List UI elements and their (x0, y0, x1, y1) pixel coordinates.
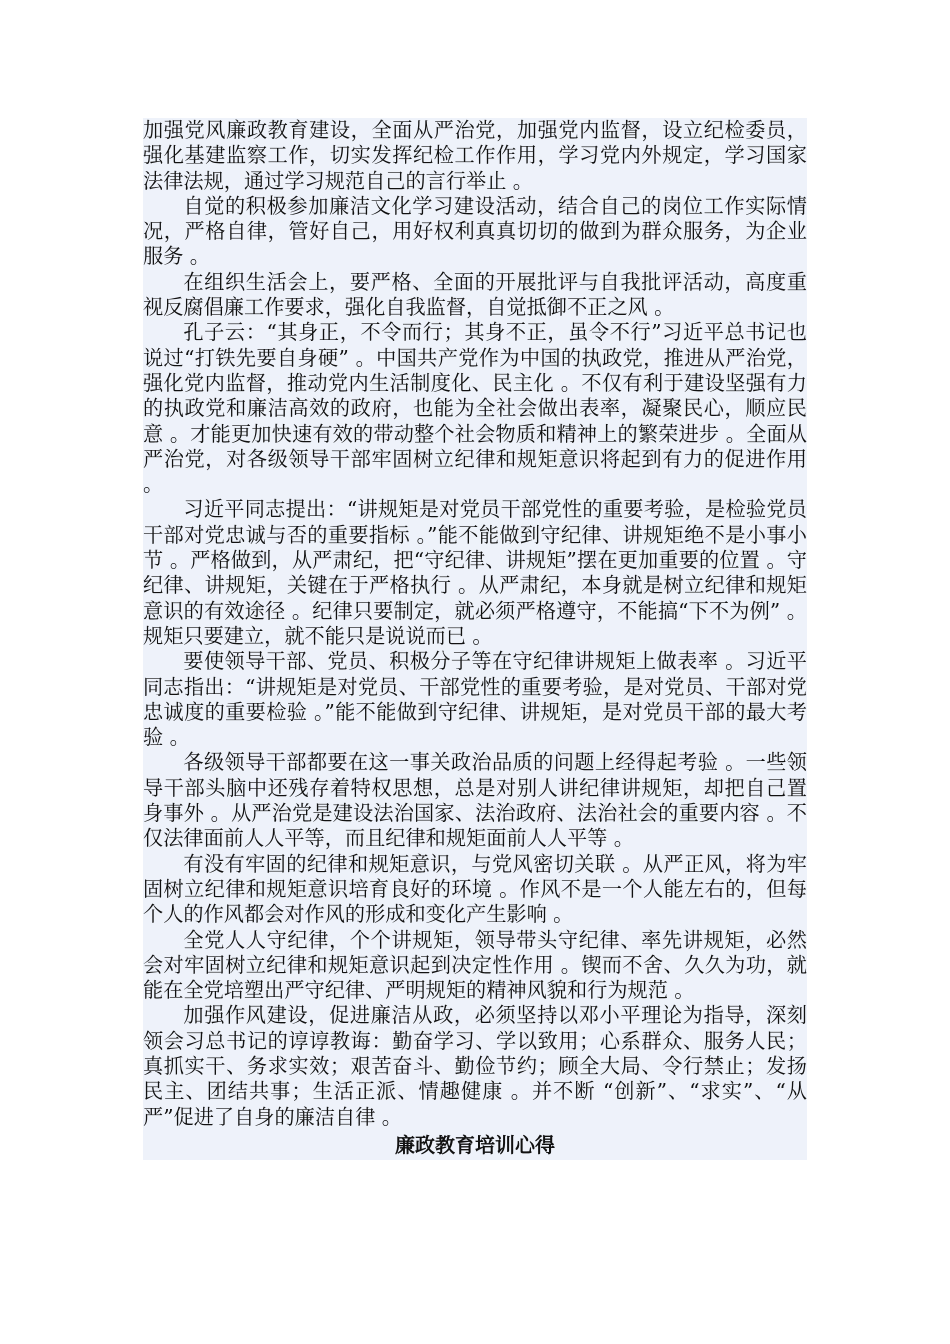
paragraph-4: 孔子云：“其身正，不令而行；其身不正，虽令不行”习近平总书记也说过“打铁先要自身硬” 。中国共产党作为中国的执政党，推进从严治党，强化党内监督，推动党内生活制度化、民主化 。不仅有利于建设坚强有力的执政党和廉洁高效的政府，也能为全社会做出表率，凝聚民心，顺应民意 。才能更加快速有效的带动整个社会物质和精神上的繁荣进步 。全面从严治党，对各级领导干部牢固树立纪律和规矩意识将起到有力的促进作用 。 (143, 320, 807, 497)
paragraph-6: 要使领导干部、党员、积极分子等在守纪律讲规矩上做表率 。习近平同志指出：“讲规矩是对党员、干部党性的重要考验，是对党员、干部对党忠诚度的重要检验 。”能不能做到守纪律、讲规矩，是对党员干部的最大考验 。 (143, 649, 807, 750)
paragraph-1: 加强党风廉政教育建设，全面从严治党，加强党内监督，设立纪检委员，强化基建监察工作，切实发挥纪检工作作用，学习党内外规定，学习国家法律法规，通过学习规范自己的言行举止 。 (143, 118, 807, 193)
paragraph-5: 习近平同志提出：“讲规矩是对党员干部党性的重要考验，是检验党员干部对党忠诚与否的重要指标 。”能不能做到守纪律、讲规矩绝不是小事小节 。严格做到，从严肃纪，把“守纪律、讲规矩”摆在更加重要的位置 。守纪律、讲规矩，关键在于严格执行 。从严肃纪，本身就是树立纪律和规矩意识的有效途径 。纪律只要制定，就必须严格遵守，不能搞“下不为例” 。规矩只要建立，就不能只是说说而已 。 (143, 497, 807, 648)
paragraph-8: 有没有牢固的纪律和规矩意识，与党风密切关联 。从严正风，将为牢固树立纪律和规矩意识培育良好的环境 。作风不是一个人能左右的，但每个人的作风都会对作风的形成和变化产生影响 。 (143, 851, 807, 927)
paragraph-9: 全党人人守纪律，个个讲规矩，领导带头守纪律、率先讲规矩，必然会对牢固树立纪律和规矩意识起到决定性作用 。锲而不舍、久久为功，就能在全党培塑出严守纪律、严明规矩的精神风貌和行为规范 。 (143, 927, 807, 1003)
paragraph-7: 各级领导干部都要在这一事关政治品质的问题上经得起考验 。一些领导干部头脑中还残存着特权思想，总是对别人讲纪律讲规矩，却把自己置身事外 。从严治党是建设法治国家、法治政府、法治社会的重要内容 。不仅法律面前人人平等，而且纪律和规矩面前人人平等 。 (143, 750, 807, 851)
document-body (143, 118, 807, 1160)
paragraph-3: 在组织生活会上，要严格、全面的开展批评与自我批评活动，高度重视反腐倡廉工作要求，强化自我监督，自觉抵御不正之风 。 (143, 269, 807, 320)
paragraph-2: 自觉的积极参加廉洁文化学习建设活动，结合自己的岗位工作实际情况，严格自律，管好自己，用好权利真真切切的做到为群众服务，为企业服务 。 (143, 193, 807, 269)
paragraph-10: 加强作风建设，促进廉洁从政，必须坚持以邓小平理论为指导，深刻领会习总书记的谆谆教诲：勤奋学习、学以致用；心系群众、服务人民；真抓实干、务求实效；艰苦奋斗、勤俭节约；顾全大局、令行禁止；发扬民主、团结共事；生活正派、情趣健康 。并不断 “创新”、“求实”、“从严”促进了自身的廉洁自律 。 (143, 1003, 807, 1129)
document-title: 廉政教育培训心得 (395, 1132, 555, 1157)
